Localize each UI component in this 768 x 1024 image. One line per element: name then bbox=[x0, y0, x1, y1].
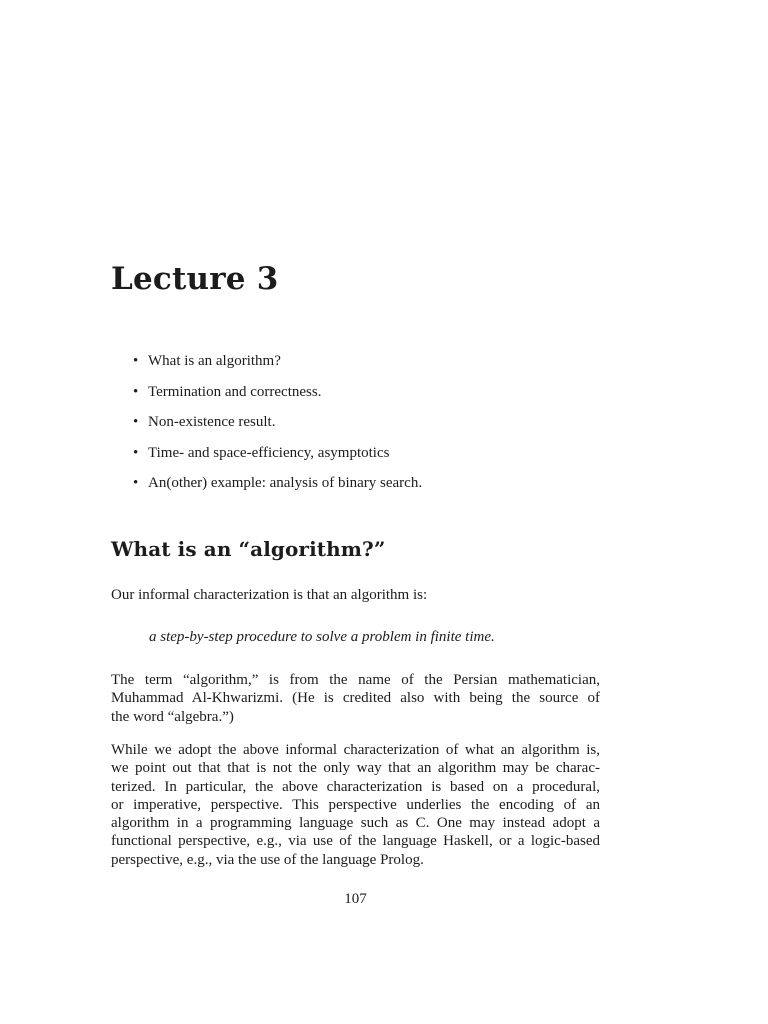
list-item bbox=[133, 383, 422, 402]
list-item bbox=[133, 474, 422, 493]
topic-text: Time- and space-efficiency, asymptotics bbox=[148, 444, 390, 461]
intro-paragraph: Our informal characterization is that an algorithm is: bbox=[111, 587, 428, 603]
topic-text: Termination and correctness. bbox=[148, 383, 322, 400]
definition-quote: a step-by-step procedure to solve a problem in finite time. bbox=[149, 629, 495, 645]
topic-text: Non-existence result. bbox=[148, 414, 276, 430]
bullet-icon: • bbox=[133, 353, 139, 369]
chapter-title: Lecture 3 bbox=[111, 261, 279, 297]
paragraph-line: or imperative, perspective. This perspective underlies the encoding of an bbox=[111, 796, 600, 813]
topic-text: An(other) example: analysis of binary search. bbox=[148, 475, 423, 491]
paragraph-line: the word “algebra.”) bbox=[111, 708, 234, 725]
paragraph-line: While we adopt the above informal characterization of what an algorithm is, bbox=[111, 742, 600, 758]
etymology-paragraph bbox=[111, 671, 600, 726]
paragraph-line: perspective, e.g., via the use of the language Prolog. bbox=[111, 851, 424, 868]
paragraph-line: we point out that that is not the only way that an algorithm may be charac- bbox=[111, 760, 600, 777]
document-page bbox=[111, 0, 601, 1024]
paragraph-line: terized. In particular, the above characterization is based on a procedural, bbox=[111, 778, 600, 795]
paragraph-line: functional perspective, e.g., via use of the language Haskell, or a logic-based bbox=[111, 833, 600, 850]
bullet-icon: • bbox=[133, 383, 139, 400]
paragraph-line: Muhammad Al-Khwarizmi. (He is credited also with being the source of bbox=[111, 690, 600, 707]
topic-text: What is an algorithm? bbox=[148, 353, 281, 369]
list-item bbox=[133, 352, 422, 371]
bullet-icon: • bbox=[133, 444, 139, 461]
bullet-icon: • bbox=[133, 414, 139, 430]
topic-list bbox=[133, 352, 422, 505]
paragraph-line: The term “algorithm,” is from the name of the Persian mathematician, bbox=[111, 672, 600, 688]
page-number: 107 bbox=[344, 891, 367, 907]
perspective-paragraph bbox=[111, 741, 600, 869]
paragraph-line: algorithm in a programming language such as C. One may instead adopt a bbox=[111, 815, 600, 832]
section-heading: What is an “algorithm?” bbox=[111, 537, 386, 561]
list-item bbox=[133, 413, 422, 432]
bullet-icon: • bbox=[133, 475, 139, 491]
list-item bbox=[133, 444, 422, 463]
